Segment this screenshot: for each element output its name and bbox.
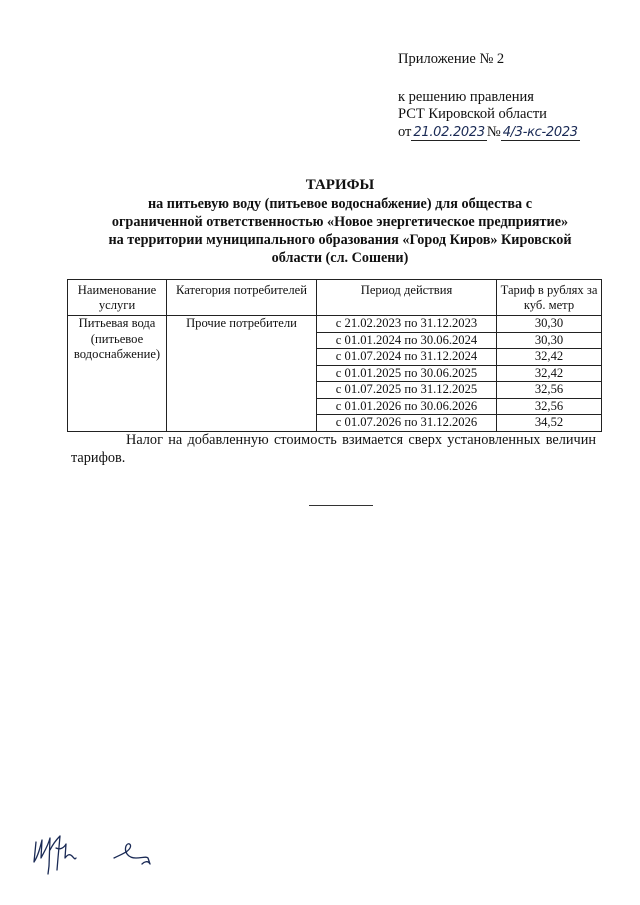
signature-initials	[30, 828, 180, 878]
period-cell: с 01.01.2024 по 30.06.2024	[317, 332, 497, 349]
divider-line	[309, 505, 373, 506]
appendix-label: Приложение № 2	[398, 51, 505, 67]
tariff-cell: 34,52	[497, 415, 602, 432]
service-cell: Питьевая вода (питьевое водоснабжение)	[68, 316, 167, 432]
title-line-2: ограниченной ответственностью «Новое энергетическое предприятие»	[111, 214, 569, 230]
handwritten-date: 21.02.2023	[413, 125, 485, 140]
title-line-3: на территории муниципального образования «Город Киров» Кировской	[108, 232, 572, 248]
col-service-header: Наименование услуги	[68, 280, 167, 316]
vat-note: Налог на добавленную стоимость взимается сверх установленных величин тарифов.	[71, 432, 596, 466]
decision-line-1: к решению правления	[398, 89, 534, 105]
col-tariff-header: Тариф в рублях за куб. метр	[497, 280, 602, 316]
table-row	[68, 316, 602, 333]
col-category-header: Категория потребителей	[167, 280, 317, 316]
title-line-1: на питьевую воду (питьевое водоснабжение) для общества с	[147, 196, 532, 212]
period-cell: с 01.07.2024 по 31.12.2024	[317, 349, 497, 366]
col-period-header: Период действия	[317, 280, 497, 316]
tariff-cell: 32,56	[497, 382, 602, 399]
period-cell: с 21.02.2023 по 31.12.2023	[317, 316, 497, 333]
category-cell: Прочие потребители	[167, 316, 317, 432]
period-cell: с 01.01.2026 по 30.06.2026	[317, 398, 497, 415]
tariff-cell: 32,42	[497, 365, 602, 382]
tariff-cell: 32,42	[497, 349, 602, 366]
period-cell: с 01.01.2025 по 30.06.2025	[317, 365, 497, 382]
tariff-cell: 30,30	[497, 316, 602, 333]
title-line-4: области (сл. Сошени)	[271, 250, 409, 266]
tariff-cell: 32,56	[497, 398, 602, 415]
decision-date-number	[398, 124, 580, 141]
tariff-table	[67, 279, 602, 432]
number-sign: №	[486, 124, 501, 140]
page-title: ТАРИФЫ	[305, 177, 375, 193]
decision-line-2: РСТ Кировской области	[398, 106, 547, 122]
period-cell: с 01.07.2025 по 31.12.2025	[317, 382, 497, 399]
tariff-cell: 30,30	[497, 332, 602, 349]
table-header-row	[68, 280, 602, 316]
handwritten-number: 4/3-кс-2023	[502, 125, 578, 140]
from-prefix: от	[398, 124, 412, 140]
period-cell: с 01.07.2026 по 31.12.2026	[317, 415, 497, 432]
